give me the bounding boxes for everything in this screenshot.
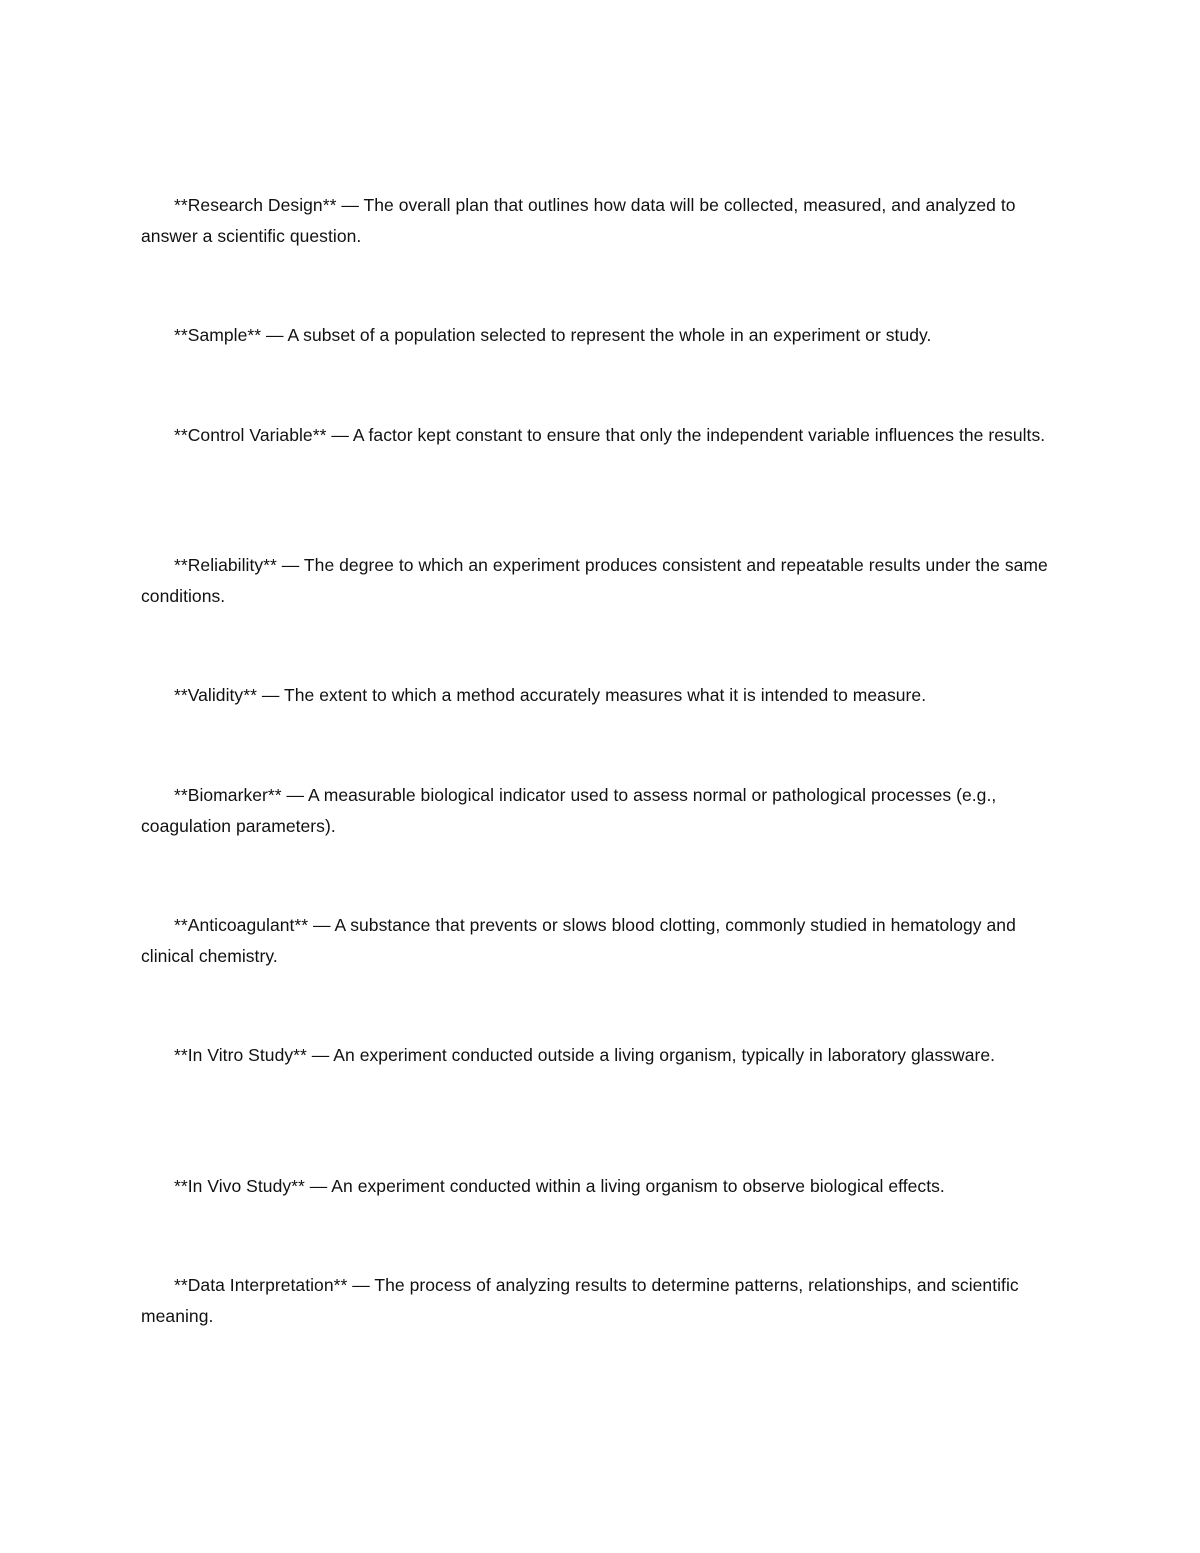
glossary-entry-validity: **Validity** — The extent to which a method accurately measures what it is intended to measure.	[174, 685, 927, 705]
glossary-entry-data-interpretation: **Data Interpretation** — The process of analyzing results to determine patterns, relationships, and scientific meaning.	[141, 1275, 1019, 1326]
glossary-entry-in-vivo-study: **In Vivo Study** — An experiment conducted within a living organism to observe biological effects.	[174, 1176, 945, 1196]
glossary-entry-research-design: **Research Design** — The overall plan that outlines how data will be collected, measured, and analyzed to answer a scientific question.	[141, 195, 1016, 246]
glossary-entry-biomarker: **Biomarker** — A measurable biological indicator used to assess normal or pathological processes (e.g., coagulation parameters).	[141, 785, 997, 836]
glossary-entry-reliability: **Reliability** — The degree to which an experiment produces consistent and repeatable results under the same conditions.	[141, 555, 1048, 606]
glossary-entry-in-vitro-study: **In Vitro Study** — An experiment conducted outside a living organism, typically in laboratory glassware.	[174, 1045, 996, 1065]
glossary-entry-sample: **Sample** — A subset of a population selected to represent the whole in an experiment or study.	[174, 325, 932, 345]
glossary-entry-control-variable: **Control Variable** — A factor kept constant to ensure that only the independent variable influences the results.	[174, 425, 1046, 445]
glossary-entry-anticoagulant: **Anticoagulant** — A substance that prevents or slows blood clotting, commonly studied in hematology and clinical chemistry.	[141, 915, 1016, 966]
